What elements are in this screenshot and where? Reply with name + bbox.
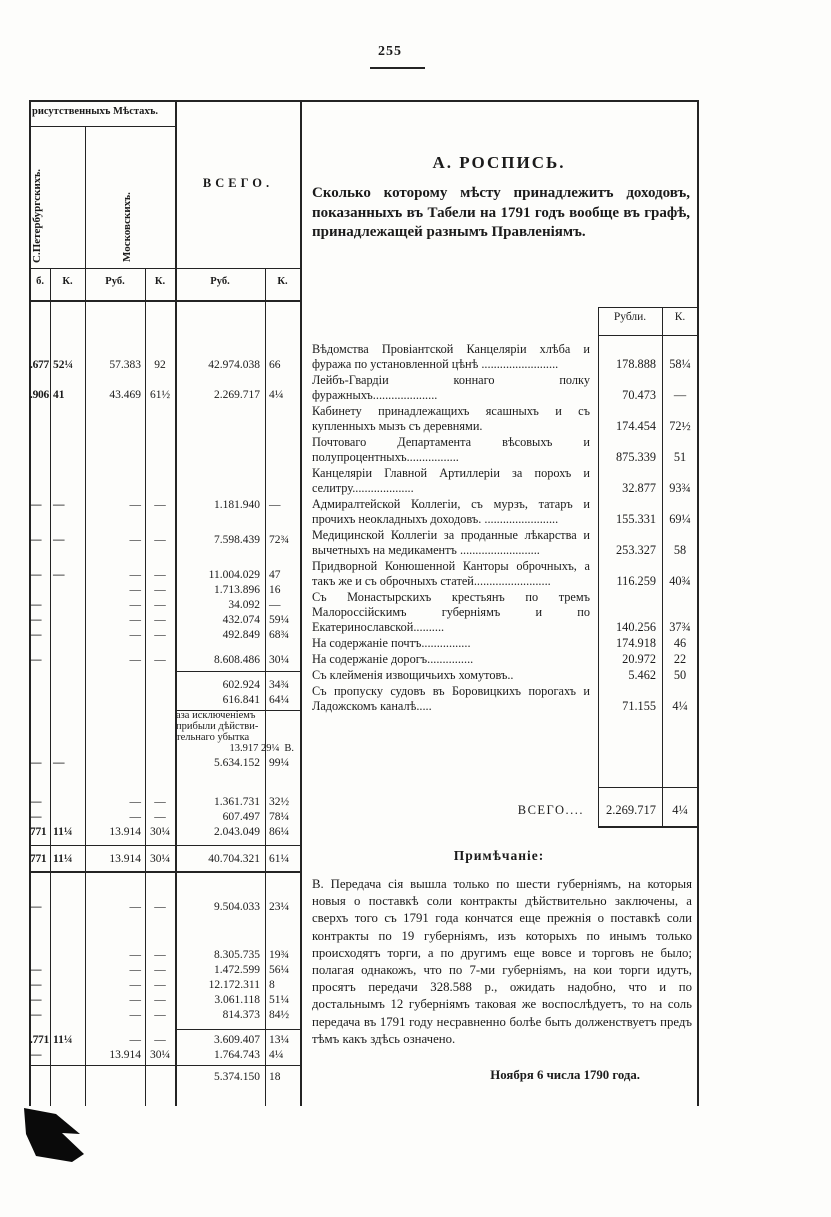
exception-note-cell	[176, 710, 296, 754]
p-kop: 11¼	[53, 1034, 73, 1046]
total-rubles: 2.269.717	[606, 802, 656, 817]
ledger-row	[30, 613, 300, 628]
v-rub: 432.074	[222, 614, 260, 626]
v-kop: 86¼	[269, 826, 290, 838]
ledger-row	[30, 825, 300, 840]
v-rub: 8.305.735	[214, 949, 260, 961]
p-rub: .906	[30, 389, 49, 401]
note-date: Ноября 6 числа 1790 года.	[490, 1068, 640, 1082]
p-rub: —	[30, 534, 42, 546]
p-rub: 771	[30, 826, 47, 838]
total-label: ВСЕГО....	[517, 802, 584, 817]
ledger-row	[30, 388, 300, 403]
v-kop: 13¼	[269, 1034, 290, 1046]
ledger-row	[30, 993, 300, 1008]
m-kop: 30¼	[149, 853, 171, 865]
p-kop: 11¼	[53, 826, 73, 838]
m-rub: —	[129, 629, 141, 641]
m-kop: —	[154, 1009, 166, 1021]
p-rub: —	[30, 629, 42, 641]
ledger-row	[30, 852, 300, 867]
p-kop: —	[53, 499, 65, 511]
ledger-row	[30, 900, 300, 915]
exception-note-line: тельнаго убытка	[176, 732, 250, 743]
p-kop	[50, 900, 85, 915]
item-rubles: 875.339	[616, 450, 656, 464]
ink-blot-artifact	[22, 1104, 96, 1170]
total-kopecks: 4¼	[672, 802, 688, 817]
m-rub	[85, 756, 145, 771]
rospis-item	[300, 342, 698, 372]
ledger-row	[30, 678, 300, 693]
note-marker: В.	[284, 743, 294, 754]
ledger-row	[30, 1008, 300, 1023]
exception-note-line: прибыли дѣйстви-	[176, 721, 259, 732]
ledger-row	[30, 978, 300, 993]
m-kop	[145, 1070, 175, 1085]
p-rub: —	[30, 569, 42, 581]
rospis-item	[300, 404, 698, 434]
p-kop	[50, 653, 85, 668]
rospis-item	[300, 636, 698, 651]
m-rub: 43.469	[109, 389, 141, 401]
v-rub: 40.704.321	[208, 853, 260, 865]
p-kop	[50, 963, 85, 978]
ledger-row	[30, 810, 300, 825]
item-kopecks: 22	[673, 652, 687, 666]
p-rub: —	[30, 757, 42, 769]
v-kop: 64¼	[269, 694, 290, 706]
m-kop: —	[154, 979, 166, 991]
m-rub: —	[129, 534, 141, 546]
v-rub: 42.974.038	[208, 359, 260, 371]
column-header-moscow: Московскихъ.	[121, 192, 133, 262]
v-kop: 72¾	[269, 534, 290, 546]
item-kopecks: 46	[673, 636, 687, 650]
item-rubles: 155.331	[616, 512, 656, 526]
p-kop	[50, 1048, 85, 1063]
p-kop: —	[53, 757, 65, 769]
ledger-row	[30, 1070, 300, 1085]
m-kop: —	[154, 949, 166, 961]
rospis-item	[300, 435, 698, 465]
p-rub: —	[30, 1009, 42, 1021]
p-rub: —	[30, 964, 42, 976]
item-label: Почтоваго Департамента вѣсовыхъ и полупроцентныхъ.................	[312, 435, 590, 464]
v-kop: 61¼	[269, 853, 290, 865]
item-rubles: 71.155	[622, 699, 656, 713]
p-rub: .677	[30, 359, 49, 371]
item-kopecks: 50	[673, 668, 687, 682]
ledger-row	[30, 358, 300, 373]
ledger-row	[30, 568, 300, 583]
ledger-row	[30, 653, 300, 668]
m-rub: —	[129, 1034, 141, 1046]
v-kop: 16	[269, 584, 281, 596]
p-rub: —	[30, 979, 42, 991]
subheader-p-kop: К.	[62, 276, 73, 287]
p-rub: .771	[30, 1034, 49, 1046]
p-rub	[30, 948, 50, 963]
item-label: На содержаніе дорогъ...............	[312, 652, 474, 666]
m-kop: 30¼	[149, 826, 171, 838]
item-label: Канцеляріи Главной Артиллеріи за порохъ и селитру....................	[312, 466, 590, 495]
m-rub: 13.914	[109, 853, 141, 865]
item-kopecks: 69¼	[669, 512, 691, 526]
v-rub: 5.374.150	[214, 1071, 260, 1083]
note-heading: Примѣчаніе:	[453, 848, 545, 863]
p-kop	[50, 810, 85, 825]
rospis-header-kopecks: К.	[674, 311, 686, 323]
note-body: В. Передача сія вышла только по шести губерніямъ, на которыя новыя о поставкѣ соли контракты дѣйствительно заключены, а сверхъ того съ 1791 года кончатся еще прежнія о поставкѣ соли контракты по 19 губерніямъ, изъ которыхъ по инымъ только происходятъ торги, а по другимъ еще вовсе и торговъ не было; полагая однакожъ, что по 7-ми губерніямъ, на кои торги идутъ, просятъ передачи 328.588 р., ожидать надобно, что и по достальнымъ 12 губерніямъ таковая же воспослѣдуетъ, то на соль передача въ 1791 году несравненно болѣе быть долженствуетъ предъ тѣмъ какъ здѣсь означено.	[312, 877, 692, 1046]
p-kop	[50, 993, 85, 1008]
m-rub: 57.383	[109, 359, 141, 371]
item-label: Съ Монастырскихъ крестьянъ по тремъ Малороссійскимъ губерніямъ и по Екатеринославской..........	[312, 590, 590, 634]
column-header-total: ВСЕГО.	[202, 176, 274, 190]
m-rub	[85, 1070, 145, 1085]
p-kop: 41	[53, 389, 65, 401]
m-kop	[145, 678, 175, 693]
m-kop: 92	[154, 359, 166, 371]
v-kop: 30¼	[269, 654, 290, 666]
subheader-m-kop: К.	[154, 276, 166, 287]
p-kop	[50, 598, 85, 613]
m-rub: 13.914	[109, 1049, 141, 1061]
page-number: 255	[378, 44, 402, 59]
m-rub: —	[129, 1009, 141, 1021]
ledger-row	[30, 583, 300, 598]
v-kop: 51¼	[269, 994, 290, 1006]
rospis-intro: Сколько которому мѣсту принадлежитъ доходовъ, показанныхъ въ Табели на 1791 годъ вообще въ графѣ, принадлежащей разнымъ Правленіямъ.	[312, 185, 690, 240]
item-kopecks: 72½	[669, 419, 691, 433]
item-label: Кабинету принадлежащихъ ясашныхъ и съ купленныхъ мызъ съ деревнями.	[312, 404, 590, 433]
v-kop: 84½	[269, 1009, 290, 1021]
p-rub	[30, 1070, 50, 1085]
m-rub	[85, 678, 145, 693]
m-kop: —	[154, 629, 166, 641]
m-kop: —	[154, 654, 166, 666]
ledger-row	[30, 1048, 300, 1063]
v-kop: 32½	[269, 796, 290, 808]
p-rub	[30, 678, 50, 693]
table-rule	[598, 307, 699, 308]
v-rub: 2.043.049	[214, 826, 260, 838]
table-rule	[598, 787, 699, 788]
v-rub: 34.092	[228, 599, 260, 611]
v-rub: 7.598.439	[214, 534, 260, 546]
exception-note-amount	[176, 743, 296, 754]
ledger-row	[30, 963, 300, 978]
p-kop	[50, 613, 85, 628]
m-rub: —	[129, 584, 141, 596]
v-kop: 8	[269, 979, 275, 991]
v-kop: 4¼	[269, 389, 284, 401]
m-kop: —	[154, 811, 166, 823]
rospis-item	[300, 590, 698, 635]
m-rub: —	[129, 949, 141, 961]
p-rub	[30, 583, 50, 598]
item-rubles: 32.877	[622, 481, 656, 495]
v-rub: 3.609.407	[214, 1034, 260, 1046]
exception-note-line: аза исключеніемъ	[176, 710, 256, 721]
item-label: Придворной Конюшенной Канторы оброчныхъ, а такъ же и съ оброчныхъ статей.........................	[312, 559, 590, 588]
ledger-row	[30, 598, 300, 613]
p-kop	[50, 978, 85, 993]
p-rub: —	[30, 1049, 42, 1061]
m-kop: —	[154, 1034, 166, 1046]
m-kop: —	[154, 796, 166, 808]
m-kop: —	[154, 534, 166, 546]
rospis-item	[300, 466, 698, 496]
item-label: Адмиралтейской Коллегіи, съ мурзъ, татаръ и прочихъ неокладныхъ доходовъ. ........................	[312, 497, 590, 526]
v-kop: 59¼	[269, 614, 290, 626]
v-rub: 5.634.152	[214, 757, 260, 769]
subheader-v-rub: Руб.	[210, 276, 230, 287]
p-rub: —	[30, 811, 42, 823]
m-kop	[145, 693, 175, 708]
item-label: Съ пропуску судовъ въ Боровицкихъ порогахъ и Ладожскомъ каналѣ.....	[312, 684, 590, 713]
p-kop: 11¼	[53, 853, 73, 865]
rospis-item	[300, 652, 698, 667]
subheader-v-kop: К.	[277, 276, 288, 287]
v-kop: 78¼	[269, 811, 290, 823]
v-rub: 1.472.599	[214, 964, 260, 976]
table-rule	[29, 100, 699, 102]
p-kop	[50, 1070, 85, 1085]
p-kop	[50, 1008, 85, 1023]
p-rub: —	[30, 796, 42, 808]
v-kop: 66	[269, 359, 281, 371]
p-rub: —	[30, 599, 42, 611]
v-kop: 4¼	[269, 1049, 284, 1061]
m-rub: —	[129, 964, 141, 976]
v-kop: —	[269, 599, 281, 611]
item-label: На содержаніе почтъ................	[312, 636, 471, 650]
ledger-row	[30, 498, 300, 513]
v-rub: 492.849	[222, 629, 260, 641]
m-kop: —	[154, 901, 166, 913]
m-kop	[145, 756, 175, 771]
item-kopecks: 51	[673, 450, 687, 464]
m-kop: 61½	[149, 389, 171, 401]
m-kop: —	[154, 964, 166, 976]
m-rub	[85, 693, 145, 708]
rospis-item	[300, 668, 698, 683]
item-kopecks: 93¾	[669, 481, 691, 495]
m-rub: —	[129, 811, 141, 823]
m-kop: —	[154, 614, 166, 626]
item-rubles: 178.888	[616, 357, 656, 371]
item-kopecks: —	[673, 388, 687, 402]
item-rubles: 174.454	[616, 419, 656, 433]
v-rub: 11.004.029	[208, 569, 260, 581]
page-number-underline	[370, 67, 425, 69]
v-kop: 56¼	[269, 964, 290, 976]
rospis-item	[300, 373, 698, 403]
rospis-column-headers	[598, 311, 698, 323]
item-kopecks: 37¾	[669, 620, 691, 634]
item-kopecks: 4¼	[672, 699, 688, 713]
item-label: Лейбъ-Гвардіи коннаго полку фуражныхъ.....................	[312, 373, 590, 402]
v-rub: 9.504.033	[214, 901, 260, 913]
ledger-row	[30, 795, 300, 810]
p-kop	[50, 678, 85, 693]
v-rub: 1.361.731	[214, 796, 260, 808]
v-rub: 1.764.743	[214, 1049, 260, 1061]
p-kop: —	[53, 569, 65, 581]
m-rub: —	[129, 569, 141, 581]
v-rub: 2.269.717	[214, 389, 260, 401]
v-rub: 8.608.486	[214, 654, 260, 666]
v-kop: 99¼	[269, 757, 290, 769]
v-kop: 23¼	[269, 901, 290, 913]
rospis-items	[300, 342, 698, 715]
p-kop: 52¼	[53, 359, 74, 371]
item-label: Съ клейменія извощичьихъ хомутовъ..	[312, 668, 514, 682]
m-kop: —	[154, 599, 166, 611]
item-kopecks: 58	[673, 543, 687, 557]
m-rub: —	[129, 614, 141, 626]
subheader-m-rub: Руб.	[105, 276, 125, 287]
ledger-row	[30, 948, 300, 963]
ledger-row	[30, 756, 300, 771]
m-rub: 13.914	[109, 826, 141, 838]
item-rubles: 5.462	[628, 668, 656, 682]
p-rub: —	[30, 654, 42, 666]
v-rub: 602.924	[222, 679, 260, 691]
item-rubles: 253.327	[616, 543, 656, 557]
p-kop	[50, 628, 85, 643]
v-rub: 3.061.118	[214, 994, 260, 1006]
m-rub: —	[129, 979, 141, 991]
rospis-item	[300, 559, 698, 589]
p-rub: —	[30, 614, 42, 626]
table-rule	[29, 126, 176, 127]
m-rub: —	[129, 599, 141, 611]
p-kop	[50, 583, 85, 598]
m-kop: —	[154, 994, 166, 1006]
ledger-row	[30, 533, 300, 548]
item-label: Вѣдомства Провіантской Канцеляріи хлѣба и фуража по установленной цѣнѣ .........................	[312, 342, 590, 371]
column-header-petersburg: С.Петербургскихъ.	[31, 168, 43, 263]
left-table-span-header: рисутственныхъ Мѣстахъ.	[32, 106, 158, 117]
p-rub	[30, 693, 50, 708]
m-kop: —	[154, 569, 166, 581]
m-rub: —	[129, 654, 141, 666]
item-label: Медицинской Коллегіи за проданные лѣкарства и вычетныхъ на медикаментъ ..........................	[312, 528, 590, 557]
left-table-subheader	[30, 276, 300, 287]
v-rub: 814.373	[222, 1009, 260, 1021]
p-rub: —	[30, 994, 42, 1006]
exception-note-value: 13.917 29¼	[229, 743, 280, 754]
v-kop: 47	[269, 569, 281, 581]
v-kop: —	[269, 499, 281, 511]
p-kop	[50, 795, 85, 810]
item-kopecks: 40¾	[669, 574, 691, 588]
item-kopecks: 58¼	[669, 357, 691, 371]
v-kop: 68¾	[269, 629, 290, 641]
m-rub: —	[129, 994, 141, 1006]
subheader-p-rub: б.	[36, 276, 44, 287]
ledger-row	[30, 628, 300, 643]
rospis-total-row	[300, 797, 698, 823]
table-rule	[29, 268, 301, 269]
rospis-header-rubles: Рубли.	[613, 311, 647, 323]
rospis-item	[300, 528, 698, 558]
table-rule	[598, 335, 699, 336]
m-kop: —	[154, 499, 166, 511]
v-rub: 1.713.896	[214, 584, 260, 596]
p-kop	[50, 693, 85, 708]
rospis-title: А. РОСПИСЬ.	[432, 153, 566, 172]
ledger-rows	[30, 302, 300, 1085]
item-rubles: 174.918	[616, 636, 656, 650]
p-rub: —	[30, 901, 42, 913]
ledger-row	[30, 693, 300, 708]
table-rule	[598, 826, 699, 828]
v-rub: 12.172.311	[208, 979, 260, 991]
v-rub: 607.497	[222, 811, 260, 823]
v-rub: 1.181.940	[214, 499, 260, 511]
m-rub: —	[129, 499, 141, 511]
p-kop: —	[53, 534, 65, 546]
item-rubles: 140.256	[616, 620, 656, 634]
p-kop	[50, 948, 85, 963]
v-kop: 19¾	[269, 949, 290, 961]
v-kop: 34¾	[269, 679, 290, 691]
item-rubles: 70.473	[622, 388, 656, 402]
v-rub: 616.841	[222, 694, 260, 706]
p-rub: —	[30, 499, 42, 511]
m-rub: —	[129, 796, 141, 808]
v-kop: 18	[269, 1071, 281, 1083]
ledger-row	[30, 1033, 300, 1048]
rospis-item	[300, 684, 698, 714]
item-rubles: 116.259	[616, 574, 656, 588]
m-kop: 30¼	[149, 1049, 171, 1061]
p-rub: 771	[30, 853, 47, 865]
m-kop: —	[154, 584, 166, 596]
rospis-item	[300, 497, 698, 527]
item-rubles: 20.972	[622, 652, 656, 666]
m-rub: —	[129, 901, 141, 913]
